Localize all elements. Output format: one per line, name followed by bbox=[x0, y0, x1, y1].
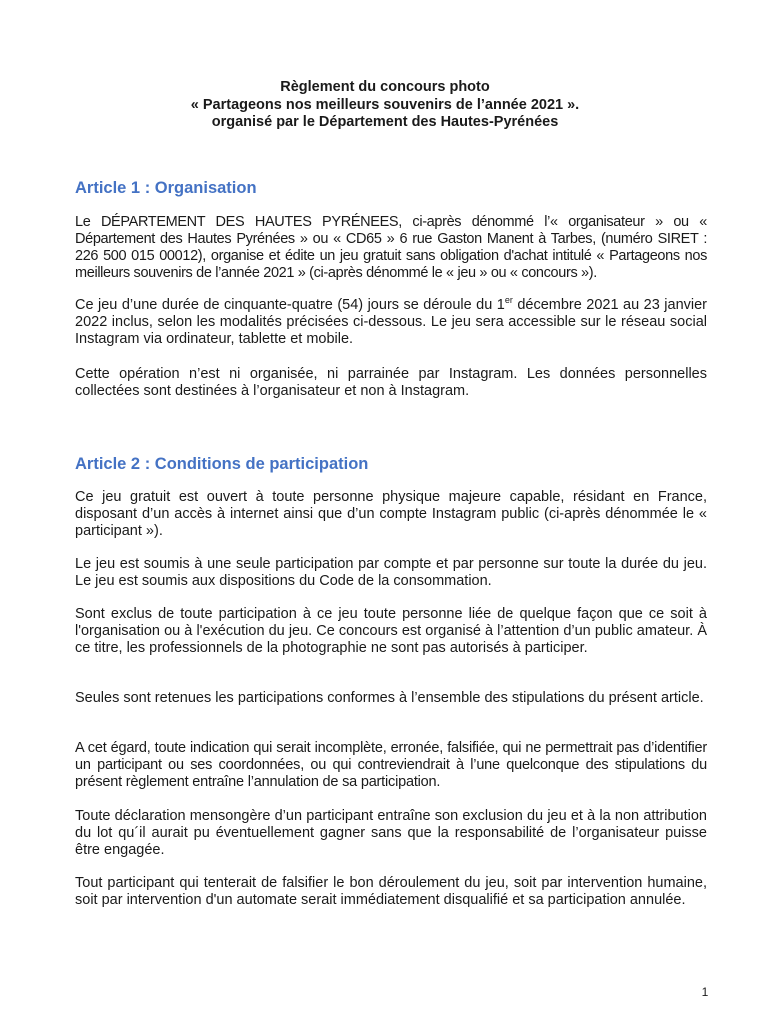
article-1-heading: Article 1 : Organisation bbox=[75, 179, 257, 197]
document-title bbox=[0, 79, 770, 132]
article-2-paragraph-2: Le jeu est soumis à une seule participation par compte et par personne sur toute la durée du jeu. Le jeu est soumis aux dispositions du Code de la consommation. bbox=[75, 556, 707, 589]
article-2-paragraph-7: Tout participant qui tenterait de falsifier le bon déroulement du jeu, soit par intervention humaine, soit par intervention d'un automate serait immédiatement disqualifié et sa participation annulée. bbox=[75, 875, 707, 908]
article-1-p2-end: décembre 2021 au 23 janvier 2022 inclus, selon les modalités précisées ci-dessous. Le jeu sera accessible sur le réseau social Instagram via ordinateur, tablette et mobile. bbox=[75, 297, 707, 347]
article-1-paragraph-2 bbox=[75, 297, 707, 348]
article-2-paragraph-6: Toute déclaration mensongère d’un participant entraîne son exclusion du jeu et à la non attribution du lot qu´il aurait pu éventuellement gagner sans que la responsabilité de l’organisateur puisse être engagée. bbox=[75, 808, 707, 858]
page-number: 1 bbox=[701, 985, 709, 999]
title-line-2: « Partageons nos meilleurs souvenirs de l’année 2021 ». bbox=[190, 96, 580, 113]
article-2-heading: Article 2 : Conditions de participation bbox=[75, 455, 369, 473]
article-1-p2-start: Ce jeu d’une durée de cinquante-quatre (54) jours se déroule du 1 bbox=[75, 297, 505, 313]
article-2-paragraph-1: Ce jeu gratuit est ouvert à toute personne physique majeure capable, résidant en France, disposant d’un accès à internet ainsi que d’un compte Instagram public (ci-après dénommée le « participant »). bbox=[75, 489, 707, 539]
article-1-paragraph-1: Le DÉPARTEMENT DES HAUTES PYRÉNEES, ci-après dénommé l’« organisateur » ou « Département des Hautes Pyrénées » ou « CD65 » 6 rue Gaston Manent à Tarbes, (numéro SIRET : 226 500 015 00012), organise et édite un jeu gratuit sans obligation d'achat intitulé « Partageons nos meilleurs souvenirs de l’année 2021 » (ci-après dénommé le « jeu » ou « concours »). bbox=[75, 214, 707, 281]
article-1-paragraph-3: Cette opération n’est ni organisée, ni parrainée par Instagram. Les données personnelles collectées sont destinées à l’organisateur et non à Instagram. bbox=[75, 366, 707, 399]
article-2-paragraph-4: Seules sont retenues les participations conformes à l’ensemble des stipulations du présent article. bbox=[75, 690, 704, 706]
article-2-paragraph-3: Sont exclus de toute participation à ce jeu toute personne liée de quelque façon que ce soit à l'organisation ou à l'exécution du jeu. Ce concours est organisé à l’attention d’un public amateur. À ce titre, les professionnels de la photographie ne sont pas autorisés à participer. bbox=[75, 606, 707, 656]
article-2-paragraph-5: A cet égard, toute indication qui serait incomplète, erronée, falsifiée, qui ne permettrait pas d’identifier un participant ou ses coordonnées, ou qui contreviendrait à l’une quelconque des stipulations du présent règlement entraîne l’annulation de sa participation. bbox=[75, 740, 707, 790]
article-1-p2-superscript: er bbox=[504, 295, 513, 306]
title-line-3: organisé par le Département des Hautes-Pyrénées bbox=[211, 114, 559, 130]
title-line-1: Règlement du concours photo bbox=[280, 79, 490, 95]
